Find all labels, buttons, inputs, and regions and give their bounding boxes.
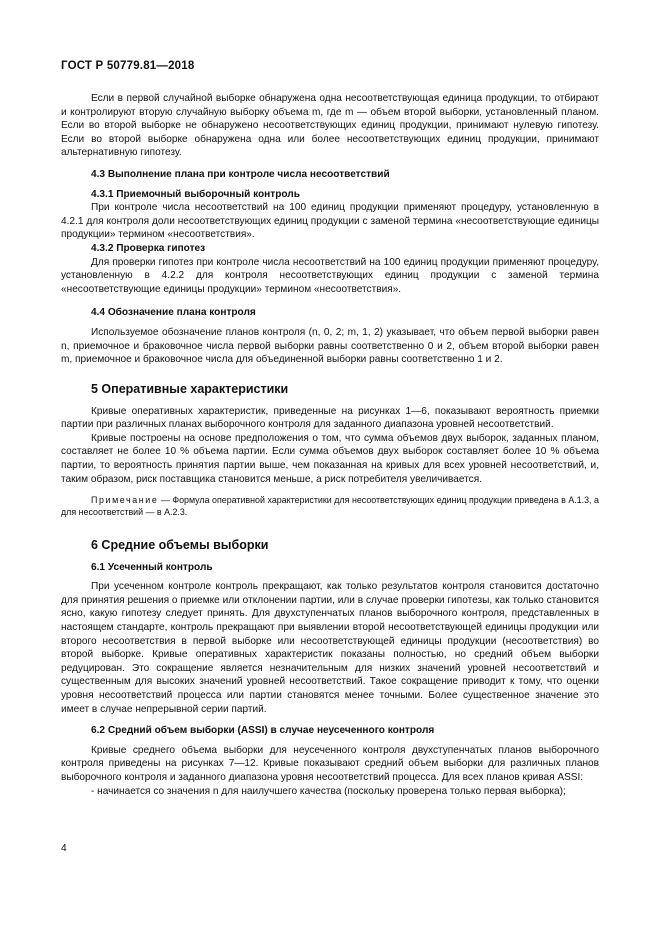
section-4-3-heading: 4.3 Выполнение плана при контроле числа несоответствий [91,168,390,180]
section-4-3-1-text: При контроле числа несоответствий на 100 единиц продукции применяют процедуру, установленную в 4.2.1 для контроля доли несоответствующих единиц продукции с заменой термина «несоответствующие единицы продукции» термином «несоответствия». [61,202,599,241]
note-text: — Формула оперативной характеристики для несоответствующих единиц продукции приведена в А.1.3, а для несоответствий — в А.2.3. [61,495,599,518]
section-4-3-2-text: Для проверки гипотез при контроле числа несоответствий на 100 единиц продукции применяют процедуру, установленную в 4.2.2 для контроля несоответствующих единиц продукции с заменой термина «несоответствующие единицы продукции» термином «несоответствия». [61,256,599,295]
main-content [61,92,599,798]
intro-paragraph: Если в первой случайной выборке обнаружена одна несоответствующая единица продукции, то отбирают и контролируют вторую случайную выборку объема m, где m — объем второй выборки, установленный планом. Если во второй выборке не обнаружено несоответствующих единиц продукции, принимают нулевую гипотезу. Если во второй выборке обнаружена одна или более несоответствующих единиц продукции, принимают альтернативную гипотезу. [61,93,599,159]
section-6-heading: 6 Средние объемы выборки [91,537,269,552]
section-4-4-text: Используемое обозначение планов контроля (n, 0, 2; m, 1, 2) указывает, что объем первой выборки равен n, приемочное и браковочное числа первой выборки равны соответственно 0 и 2, объем второй выборки равен m, приемочное и браковочное числа для объединенной выборки равны соответственно 1 и 2. [61,326,599,366]
section-6-1-text: При усеченном контроле контроль прекращают, как только результатов контроля становится достаточно для принятия решения о приемке или отклонении партии, или в случае проверки гипотезы, как только становится ясно, какую гипотезу следует принять. Для двухступенчатых планов выборочного контроля, представленных в настоящем стандарте, контроль прекращают при выявлении второй несоответствующей единицы продукции или второго несоответствия в первой выборке или несоответствующей единицы продукции (несоответствия) во второй выборке. Кривые оперативных характеристик показаны полностью, но средний объем выборки редуцирован. Это сокращение является незначительным для низких значений уровней несоответствий и существенным для высоких значений уровней несоответствий. Такое сокращение приводит к тому, что оценки уровня несоответствий процесса или партии становятся менее точными. Более существенное значение это имеет в случае непрерывной серии партий. [61,581,599,715]
section-6-2-heading: 6.2 Средний объем выборки (ASSI) в случае неусеченного контроля [91,725,435,737]
page-number: 4 [61,843,67,854]
section-5-heading: 5 Оперативные характеристики [91,381,289,396]
note-label: Примечание [91,495,159,506]
document-code: ГОСТ Р 50779.81—2018 [61,60,195,72]
section-6-1-heading: 6.1 Усеченный контроль [91,561,213,573]
section-5-paragraph-1: Кривые оперативных характеристик, приведенные на рисунках 1—6, показывают вероятность приемки партии при различных планах выборочного контроля для заданного диапазона уровней несоответствий. [61,405,599,431]
section-6-2-text: Кривые среднего объема выборки для неусеченного контроля двухступенчатых планов выборочного контроля приведены на рисунках 7—12. Кривые показывают средний объем выборки для различных планов выборочного контроля и заданного диапазона уровня несоответствий процесса. Для всех планов кривая ASSI: [61,744,599,783]
section-4-4-heading: 4.4 Обозначение плана контроля [91,307,256,319]
section-5-note [61,494,599,518]
section-6-2-bullet-1: - начинается со значения n для наилучшего качества (поскольку проверена только первая выборка); [91,785,566,797]
section-4-3-2-heading: 4.3.2 Проверка гипотез [91,242,206,254]
section-5-paragraph-2: Кривые построены на основе предположения о том, что сумма объемов двух выборок, заданных планом, составляет не более 10 % объема партии. Если сумма объемов двух выборок составляет более 10 % объема партии, то вероятность принятия партии выше, чем показанная на кривых для всех уровней несоответствий, и, таким образом, риск поставщика становится меньше, а риск потребителя увеличивается. [61,432,599,485]
section-4-3-1-heading: 4.3.1 Приемочный выборочный контроль [91,188,300,200]
